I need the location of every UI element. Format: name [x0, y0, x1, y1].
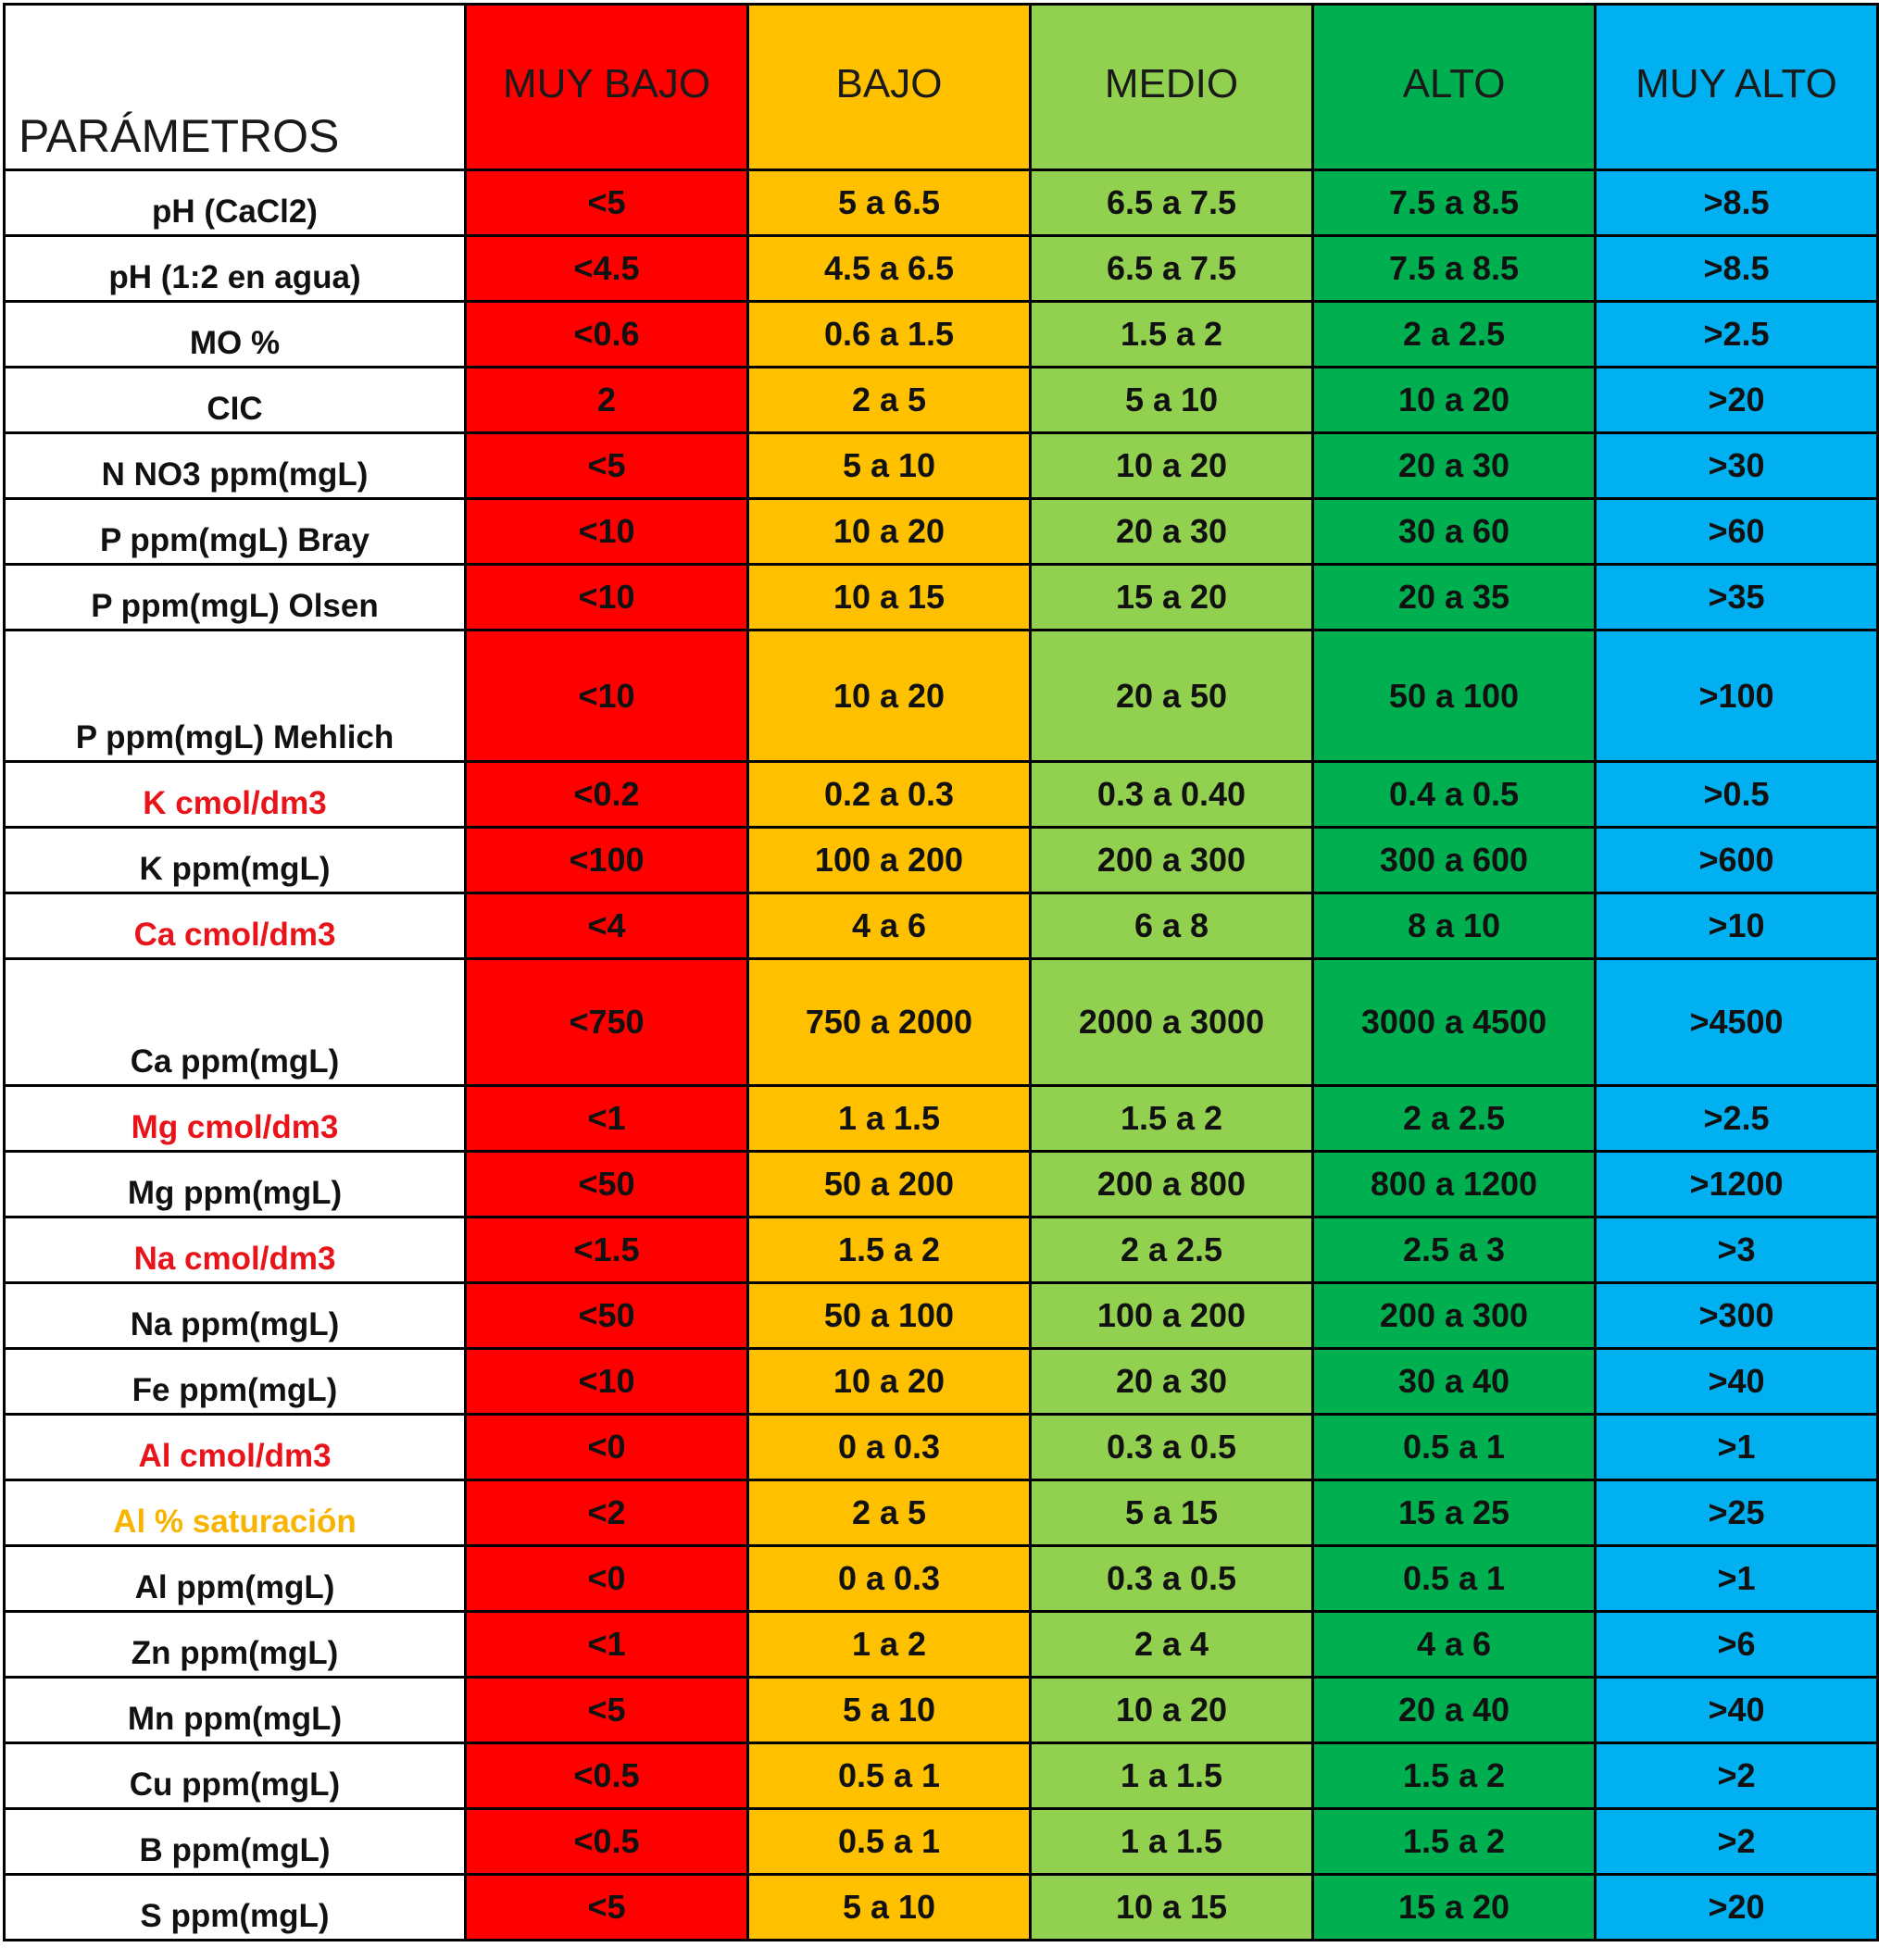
value-muy-bajo: <5 — [466, 170, 748, 236]
value-medio: 1 a 1.5 — [1031, 1809, 1313, 1875]
value-medio: 2 a 4 — [1031, 1612, 1313, 1678]
value-alto: 3000 a 4500 — [1313, 959, 1596, 1086]
value-muy-alto: >60 — [1596, 499, 1878, 565]
value-medio: 2 a 2.5 — [1031, 1217, 1313, 1283]
value-bajo: 5 a 10 — [748, 1678, 1031, 1743]
value-alto: 300 a 600 — [1313, 828, 1596, 893]
value-muy-alto: >6 — [1596, 1612, 1878, 1678]
value-muy-alto: >35 — [1596, 565, 1878, 630]
value-alto: 50 a 100 — [1313, 630, 1596, 762]
value-bajo: 4.5 a 6.5 — [748, 236, 1031, 302]
value-muy-bajo: <750 — [466, 959, 748, 1086]
param-name: K cmol/dm3 — [5, 762, 466, 828]
value-muy-bajo: <0 — [466, 1415, 748, 1480]
value-muy-alto: >20 — [1596, 1875, 1878, 1941]
value-bajo: 750 a 2000 — [748, 959, 1031, 1086]
value-alto: 0.5 a 1 — [1313, 1415, 1596, 1480]
header-muy-bajo: MUY BAJO — [466, 5, 748, 170]
value-medio: 5 a 10 — [1031, 368, 1313, 433]
value-bajo: 10 a 20 — [748, 499, 1031, 565]
table-row — [5, 1612, 1878, 1678]
value-muy-bajo: <10 — [466, 1349, 748, 1415]
value-bajo: 0 a 0.3 — [748, 1546, 1031, 1612]
value-alto: 4 a 6 — [1313, 1612, 1596, 1678]
value-muy-bajo: <0.2 — [466, 762, 748, 828]
value-medio: 6 a 8 — [1031, 893, 1313, 959]
table-row — [5, 1480, 1878, 1546]
value-medio: 0.3 a 0.5 — [1031, 1546, 1313, 1612]
value-muy-bajo: <0.5 — [466, 1743, 748, 1809]
table-row — [5, 1415, 1878, 1480]
value-bajo: 10 a 20 — [748, 1349, 1031, 1415]
value-muy-bajo: <1 — [466, 1612, 748, 1678]
value-muy-bajo: <5 — [466, 433, 748, 499]
value-muy-alto: >1 — [1596, 1546, 1878, 1612]
value-muy-alto: >3 — [1596, 1217, 1878, 1283]
value-medio: 200 a 800 — [1031, 1152, 1313, 1217]
param-name: K ppm(mgL) — [5, 828, 466, 893]
table-row — [5, 1152, 1878, 1217]
param-name: Na cmol/dm3 — [5, 1217, 466, 1283]
value-medio: 1.5 a 2 — [1031, 1086, 1313, 1152]
value-muy-alto: >600 — [1596, 828, 1878, 893]
value-bajo: 50 a 100 — [748, 1283, 1031, 1349]
header-medio: MEDIO — [1031, 5, 1313, 170]
value-muy-bajo: <0.5 — [466, 1809, 748, 1875]
value-muy-alto: >8.5 — [1596, 170, 1878, 236]
value-alto: 20 a 40 — [1313, 1678, 1596, 1743]
value-bajo: 5 a 10 — [748, 433, 1031, 499]
value-muy-alto: >40 — [1596, 1349, 1878, 1415]
value-muy-alto: >1200 — [1596, 1152, 1878, 1217]
value-muy-alto: >2.5 — [1596, 1086, 1878, 1152]
value-alto: 30 a 40 — [1313, 1349, 1596, 1415]
param-name: Mg ppm(mgL) — [5, 1152, 466, 1217]
param-name: pH (CaCl2) — [5, 170, 466, 236]
table-row — [5, 170, 1878, 236]
value-muy-alto: >300 — [1596, 1283, 1878, 1349]
value-alto: 2 a 2.5 — [1313, 1086, 1596, 1152]
value-medio: 10 a 20 — [1031, 1678, 1313, 1743]
value-muy-alto: >10 — [1596, 893, 1878, 959]
param-name: P ppm(mgL) Mehlich — [5, 630, 466, 762]
value-alto: 10 a 20 — [1313, 368, 1596, 433]
table-row — [5, 1678, 1878, 1743]
value-medio: 5 a 15 — [1031, 1480, 1313, 1546]
param-name: Fe ppm(mgL) — [5, 1349, 466, 1415]
value-alto: 2.5 a 3 — [1313, 1217, 1596, 1283]
table-row — [5, 1809, 1878, 1875]
value-bajo: 50 a 200 — [748, 1152, 1031, 1217]
table-row — [5, 630, 1878, 762]
value-alto: 200 a 300 — [1313, 1283, 1596, 1349]
value-alto: 0.5 a 1 — [1313, 1546, 1596, 1612]
param-name: Mn ppm(mgL) — [5, 1678, 466, 1743]
value-alto: 2 a 2.5 — [1313, 302, 1596, 368]
param-name: Al cmol/dm3 — [5, 1415, 466, 1480]
value-muy-bajo: <1.5 — [466, 1217, 748, 1283]
value-bajo: 100 a 200 — [748, 828, 1031, 893]
value-muy-alto: >1 — [1596, 1415, 1878, 1480]
value-bajo: 5 a 6.5 — [748, 170, 1031, 236]
value-bajo: 4 a 6 — [748, 893, 1031, 959]
value-medio: 2000 a 3000 — [1031, 959, 1313, 1086]
value-muy-bajo: <10 — [466, 499, 748, 565]
table-row — [5, 236, 1878, 302]
value-muy-alto: >2 — [1596, 1743, 1878, 1809]
header-row — [5, 5, 1878, 170]
value-medio: 1.5 a 2 — [1031, 302, 1313, 368]
param-name: MO % — [5, 302, 466, 368]
value-bajo: 0.6 a 1.5 — [748, 302, 1031, 368]
header-parameters: PARÁMETROS — [5, 5, 466, 170]
value-muy-bajo: <50 — [466, 1283, 748, 1349]
value-bajo: 10 a 20 — [748, 630, 1031, 762]
value-alto: 15 a 25 — [1313, 1480, 1596, 1546]
table-row — [5, 1283, 1878, 1349]
param-name: pH (1:2 en agua) — [5, 236, 466, 302]
value-alto: 7.5 a 8.5 — [1313, 236, 1596, 302]
value-bajo: 0.2 a 0.3 — [748, 762, 1031, 828]
value-muy-bajo: <100 — [466, 828, 748, 893]
value-muy-bajo: <2 — [466, 1480, 748, 1546]
table-row — [5, 565, 1878, 630]
value-muy-bajo: <4.5 — [466, 236, 748, 302]
table-row — [5, 1086, 1878, 1152]
value-medio: 15 a 20 — [1031, 565, 1313, 630]
table-row — [5, 368, 1878, 433]
table-row — [5, 1875, 1878, 1941]
value-muy-alto: >25 — [1596, 1480, 1878, 1546]
value-muy-bajo: <5 — [466, 1875, 748, 1941]
table-row — [5, 433, 1878, 499]
param-name: S ppm(mgL) — [5, 1875, 466, 1941]
param-name: Al % saturación — [5, 1480, 466, 1546]
table-row — [5, 499, 1878, 565]
value-medio: 10 a 15 — [1031, 1875, 1313, 1941]
value-medio: 20 a 50 — [1031, 630, 1313, 762]
value-muy-bajo: <10 — [466, 565, 748, 630]
table-row — [5, 893, 1878, 959]
value-muy-bajo: <4 — [466, 893, 748, 959]
value-alto: 1.5 a 2 — [1313, 1743, 1596, 1809]
value-alto: 7.5 a 8.5 — [1313, 170, 1596, 236]
table-row — [5, 828, 1878, 893]
table-row — [5, 762, 1878, 828]
value-alto: 20 a 35 — [1313, 565, 1596, 630]
value-muy-alto: >40 — [1596, 1678, 1878, 1743]
value-muy-bajo: <0.6 — [466, 302, 748, 368]
value-bajo: 10 a 15 — [748, 565, 1031, 630]
param-name: Ca ppm(mgL) — [5, 959, 466, 1086]
param-name: CIC — [5, 368, 466, 433]
value-medio: 6.5 a 7.5 — [1031, 170, 1313, 236]
value-muy-bajo: <50 — [466, 1152, 748, 1217]
table-row — [5, 1349, 1878, 1415]
value-alto: 800 a 1200 — [1313, 1152, 1596, 1217]
param-name: P ppm(mgL) Olsen — [5, 565, 466, 630]
value-bajo: 0.5 a 1 — [748, 1743, 1031, 1809]
value-muy-bajo: <1 — [466, 1086, 748, 1152]
header-bajo: BAJO — [748, 5, 1031, 170]
value-muy-alto: >0.5 — [1596, 762, 1878, 828]
value-medio: 0.3 a 0.5 — [1031, 1415, 1313, 1480]
value-muy-alto: >2.5 — [1596, 302, 1878, 368]
param-name: B ppm(mgL) — [5, 1809, 466, 1875]
param-name: Al ppm(mgL) — [5, 1546, 466, 1612]
value-alto: 20 a 30 — [1313, 433, 1596, 499]
param-name: Mg cmol/dm3 — [5, 1086, 466, 1152]
value-muy-alto: >2 — [1596, 1809, 1878, 1875]
value-muy-alto: >4500 — [1596, 959, 1878, 1086]
value-medio: 100 a 200 — [1031, 1283, 1313, 1349]
value-medio: 20 a 30 — [1031, 1349, 1313, 1415]
value-muy-alto: >20 — [1596, 368, 1878, 433]
param-name: P ppm(mgL) Bray — [5, 499, 466, 565]
value-bajo: 1 a 1.5 — [748, 1086, 1031, 1152]
value-muy-bajo: <10 — [466, 630, 748, 762]
param-name: Cu ppm(mgL) — [5, 1743, 466, 1809]
param-name: N NO3 ppm(mgL) — [5, 433, 466, 499]
table-row — [5, 1217, 1878, 1283]
value-bajo: 2 a 5 — [748, 1480, 1031, 1546]
value-bajo: 1 a 2 — [748, 1612, 1031, 1678]
header-alto: ALTO — [1313, 5, 1596, 170]
value-bajo: 5 a 10 — [748, 1875, 1031, 1941]
param-name: Ca cmol/dm3 — [5, 893, 466, 959]
value-alto: 1.5 a 2 — [1313, 1809, 1596, 1875]
param-name: Zn ppm(mgL) — [5, 1612, 466, 1678]
table-row — [5, 1743, 1878, 1809]
value-medio: 20 a 30 — [1031, 499, 1313, 565]
value-muy-bajo: 2 — [466, 368, 748, 433]
value-muy-alto: >30 — [1596, 433, 1878, 499]
table-row — [5, 302, 1878, 368]
value-bajo: 1.5 a 2 — [748, 1217, 1031, 1283]
soil-parameters-table — [3, 3, 1879, 1941]
value-bajo: 2 a 5 — [748, 368, 1031, 433]
value-bajo: 0.5 a 1 — [748, 1809, 1031, 1875]
value-alto: 0.4 a 0.5 — [1313, 762, 1596, 828]
value-medio: 6.5 a 7.5 — [1031, 236, 1313, 302]
header-muy-alto: MUY ALTO — [1596, 5, 1878, 170]
value-medio: 0.3 a 0.40 — [1031, 762, 1313, 828]
param-name: Na ppm(mgL) — [5, 1283, 466, 1349]
table-row — [5, 959, 1878, 1086]
value-muy-alto: >8.5 — [1596, 236, 1878, 302]
value-muy-bajo: <5 — [466, 1678, 748, 1743]
value-medio: 10 a 20 — [1031, 433, 1313, 499]
value-muy-bajo: <0 — [466, 1546, 748, 1612]
value-medio: 200 a 300 — [1031, 828, 1313, 893]
value-alto: 30 a 60 — [1313, 499, 1596, 565]
value-medio: 1 a 1.5 — [1031, 1743, 1313, 1809]
value-muy-alto: >100 — [1596, 630, 1878, 762]
value-alto: 15 a 20 — [1313, 1875, 1596, 1941]
value-bajo: 0 a 0.3 — [748, 1415, 1031, 1480]
table-row — [5, 1546, 1878, 1612]
value-alto: 8 a 10 — [1313, 893, 1596, 959]
